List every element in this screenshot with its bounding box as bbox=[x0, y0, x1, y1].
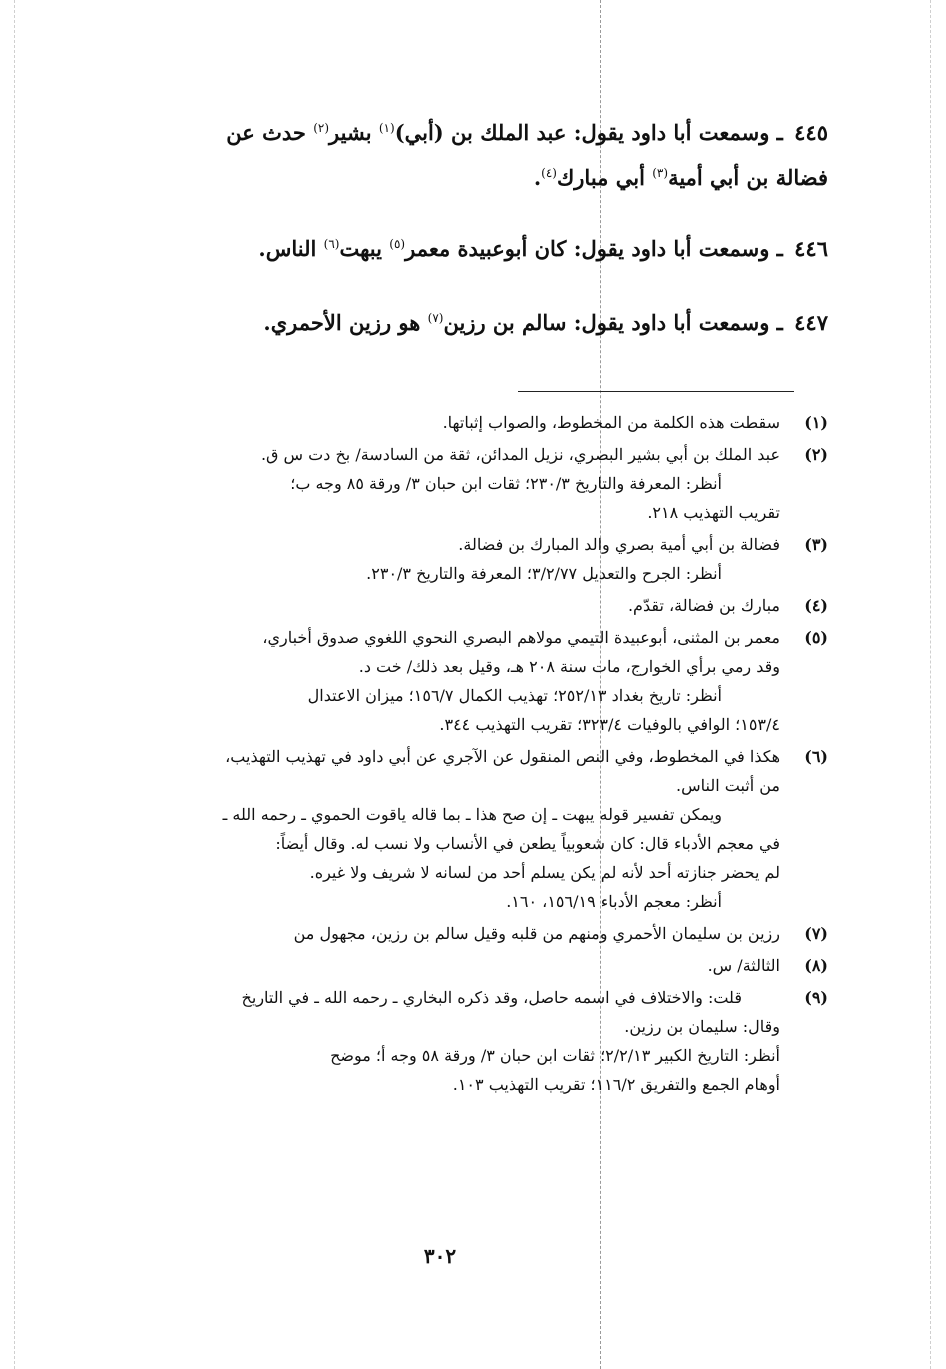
footnote-body bbox=[116, 408, 780, 437]
footnote-line: لم يحضر جنازته أحد لأنه لم يكن يسلم أحد من لسانه لا شريف ولا غيره. bbox=[309, 863, 780, 882]
entry-number: ٤٤٥ bbox=[794, 120, 828, 145]
page-number: ٣٠٢ bbox=[423, 1244, 457, 1268]
entry-text: ـ وسمعت أبا داود يقول: عبد الملك بن (أبي) bbox=[394, 120, 783, 145]
footnote-body bbox=[116, 440, 780, 527]
footnote bbox=[116, 408, 828, 437]
footnote-body bbox=[116, 591, 780, 620]
footnote-line: ١٥٣/٤؛ الوافي بالوفيات ٣٢٣/٤؛ تقريب التهذيب ٣٤٤. bbox=[439, 715, 780, 734]
footnote-line: فضالة بن أبي أمية بصري والد المبارك بن فضالة. bbox=[458, 535, 780, 554]
footnote-line: تقريب التهذيب ٢١٨. bbox=[647, 503, 780, 522]
footnote bbox=[116, 919, 828, 948]
footnote-line: أنظر: معجم الأدباء ١٥٦/١٩، ١٦٠. bbox=[506, 892, 722, 911]
footnote-ref[interactable]: (٧) bbox=[427, 311, 444, 325]
footnote-line: وقد رمي برأي الخوارج، مات سنة ٢٠٨ هـ، وقيل بعد ذلك/ خت د. bbox=[358, 657, 780, 676]
footnote-separator bbox=[518, 391, 794, 392]
hadith-entry-445 bbox=[108, 108, 828, 198]
footnote-body bbox=[116, 623, 780, 739]
footnote-line: أنظر: التاريخ الكبير ٢/٢/١٣؛ ثقات ابن حبان ٣/ ورقة ٥٨ وجه أ؛ موضح bbox=[330, 1046, 780, 1065]
footnote bbox=[116, 951, 828, 980]
entry-number: ٤٤٦ bbox=[794, 236, 828, 261]
scan-artifact-line bbox=[930, 0, 931, 1369]
footnote-line: وقال: سليمان بن رزين. bbox=[624, 1017, 780, 1036]
footnote-body bbox=[116, 951, 780, 980]
footnote-ref[interactable]: (٥) bbox=[389, 237, 406, 251]
footnote-line: معمر بن المثنى، أبوعبيدة التيمي مولاهم البصري النحوي اللغوي صدوق أخباري، bbox=[262, 628, 780, 647]
entry-text: حدث عن bbox=[226, 120, 314, 145]
footnote-body bbox=[116, 530, 780, 588]
hadith-entry-446 bbox=[108, 224, 828, 269]
entry-text: يبهت bbox=[339, 236, 390, 261]
entry-line bbox=[108, 153, 828, 198]
footnote-line: أنظر: تاريخ بغداد ٢٥٢/١٣؛ تهذيب الكمال ١٥٦/٧؛ ميزان الاعتدال bbox=[307, 686, 722, 705]
entry-text: الناس. bbox=[258, 236, 324, 261]
footnote-ref[interactable]: (١) bbox=[378, 121, 395, 135]
footnote-line: أوهام الجمع والتفريق ١١٦/٢؛ تقريب التهذيب ١٠٣. bbox=[452, 1075, 780, 1094]
footnote-number: (١) bbox=[804, 413, 828, 432]
hadith-entry-447 bbox=[108, 298, 828, 343]
footnote-number: (٧) bbox=[804, 924, 828, 943]
footnote-ref[interactable]: (٣) bbox=[652, 166, 669, 180]
footnote-line: ويمكن تفسير قوله يبهت ـ إن صح هذا ـ بما قاله ياقوت الحموي ـ رحمه الله ـ bbox=[222, 805, 722, 824]
entry-line bbox=[108, 298, 828, 343]
footnote-number: (٥) bbox=[804, 628, 828, 647]
entry-line bbox=[108, 108, 828, 153]
scan-artifact-line bbox=[14, 0, 15, 1369]
footnote-line: في معجم الأدباء قال: كان شعوبياً يطعن في الأنساب ولا نسب له. وقال أيضاً: bbox=[275, 834, 780, 853]
entry-text: ـ وسمعت أبا داود يقول: سالم بن رزين bbox=[443, 310, 783, 335]
footnote bbox=[116, 742, 828, 916]
footnote-line: هكذا في المخطوط، وفي النص المنقول عن الآجري عن أبي داود في تهذيب التهذيب، bbox=[225, 747, 780, 766]
footnote-line: سقطت هذه الكلمة من المخطوط، والصواب إثباتها. bbox=[442, 413, 780, 432]
footnote-body bbox=[116, 983, 780, 1099]
footnote-ref[interactable]: (٢) bbox=[313, 121, 330, 135]
footnote bbox=[116, 623, 828, 739]
footnote bbox=[116, 440, 828, 527]
footnote-line: رزين بن سليمان الأحمري ومنهم من قلبه وقيل سالم بن رزين، مجهول من bbox=[293, 924, 780, 943]
footnote-number: (٢) bbox=[804, 445, 828, 464]
entry-text: هو رزين الأحمري. bbox=[263, 310, 428, 335]
footnote-body bbox=[116, 919, 780, 948]
entry-text: . bbox=[533, 165, 542, 190]
footnote-body bbox=[116, 742, 780, 916]
footnote bbox=[116, 530, 828, 588]
footnote-number: (٨) bbox=[804, 956, 828, 975]
footnote-line: قلت: والاختلاف في اسمه حاصل، وقد ذكره البخاري ـ رحمه الله ـ في التاريخ bbox=[241, 988, 742, 1007]
footnote-line: أنظر: المعرفة والتاريخ ٢٣٠/٣؛ ثقات ابن حبان ٣/ ورقة ٨٥ وجه ب؛ bbox=[290, 474, 722, 493]
footnote-line: مبارك بن فضالة، تقدّم. bbox=[627, 596, 780, 615]
footnote-ref[interactable]: (٤) bbox=[541, 166, 557, 180]
entry-line bbox=[108, 224, 828, 269]
footnote-line: الثالثة/ س. bbox=[707, 956, 780, 975]
footnote bbox=[116, 591, 828, 620]
footnote-line: عبد الملك بن أبي بشير البصري، نزيل المدائن، ثقة من السادسة/ بخ دت س ق. bbox=[260, 445, 780, 464]
entry-number: ٤٤٧ bbox=[794, 310, 828, 335]
entry-text: ـ وسمعت أبا داود يقول: كان أبوعبيدة معمر bbox=[405, 236, 783, 261]
footnote-number: (٦) bbox=[804, 747, 828, 766]
footnote-number: (٤) bbox=[804, 596, 828, 615]
entry-text: أبي مبارك bbox=[556, 165, 653, 190]
footnote-number: (٩) bbox=[804, 988, 828, 1007]
footnote-line: من أثبت الناس. bbox=[676, 776, 780, 795]
footnote-line: أنظر: الجرح والتعديل ٣/٢/٧٧؛ المعرفة والتاريخ ٢٣٠/٣. bbox=[366, 564, 722, 583]
entry-text: بشير bbox=[329, 120, 379, 145]
footnote-ref[interactable]: (٦) bbox=[323, 237, 340, 251]
footnote-number: (٣) bbox=[804, 535, 828, 554]
footnotes bbox=[116, 408, 828, 1102]
entry-text: فضالة بن أبي أمية bbox=[668, 165, 828, 190]
footnote bbox=[116, 983, 828, 1099]
